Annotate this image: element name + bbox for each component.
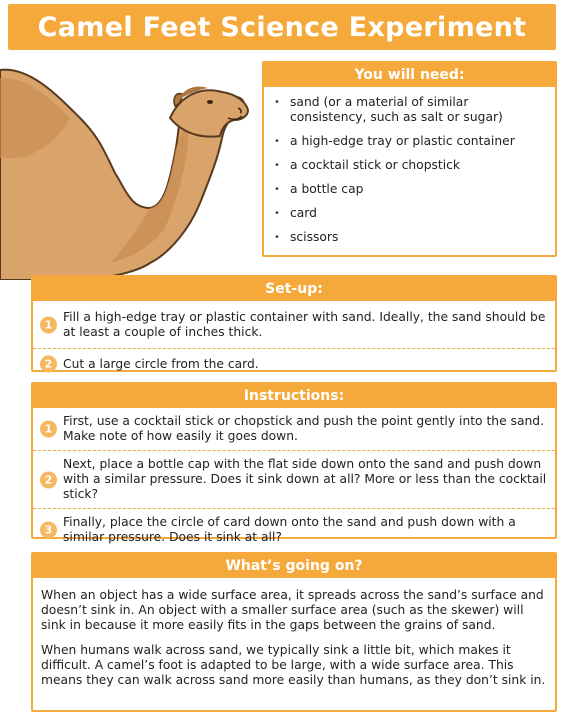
title-banner — [8, 4, 556, 50]
explanation-paragraph: When humans walk across sand, we typically sink a little bit, which makes it difficult. A camel’s foot is adapted to be large, with a wide surface area. This means they can walk across sand more easily than humans, as they don’t sink in. — [41, 643, 546, 687]
whats-going-on-panel — [31, 552, 557, 712]
materials-list — [264, 87, 555, 245]
page-title: Camel Feet Science Experiment — [37, 11, 527, 43]
setup-heading: Set-up: — [33, 277, 555, 301]
step-text: Finally, place the circle of card down onto the sand and push down with a similar pressure. Does it sink at all? — [63, 515, 516, 544]
step-number-badge: 2 — [40, 355, 57, 372]
list-item: • card — [274, 206, 545, 221]
list-item: • a high-edge tray or plastic container — [274, 134, 545, 149]
instruction-step — [33, 509, 555, 551]
step-text: Cut a large circle from the card. — [63, 357, 259, 371]
step-number-badge: 1 — [40, 316, 57, 333]
setup-step — [33, 349, 555, 378]
instruction-steps — [33, 408, 555, 551]
step-number-badge: 1 — [40, 421, 57, 438]
you-will-need-panel — [262, 61, 557, 257]
instruction-step — [33, 451, 555, 509]
instructions-heading: Instructions: — [33, 384, 555, 408]
camel-eye — [207, 100, 213, 104]
explanation-paragraph: When an object has a wide surface area, it spreads across the sand’s surface and doesn’t sink in. An object with a smaller surface area (such as the skewer) will sink in because it more easily fits in the gaps between the grains of sand. — [41, 588, 544, 632]
you-will-need-heading: You will need: — [264, 63, 555, 87]
setup-steps — [33, 301, 555, 378]
list-item: • a cocktail stick or chopstick — [274, 158, 545, 173]
step-text: First, use a cocktail stick or chopstick and push the point gently into the sand. Make note of how easily it goes down. — [63, 414, 545, 443]
step-number-badge: 2 — [40, 471, 57, 488]
step-text: Next, place a bottle cap with the flat side down onto the sand and push down with a similar pressure. Does it sink down at all? More or less than the cocktail stick? — [63, 457, 547, 501]
list-item: • scissors — [274, 230, 545, 245]
step-text: Fill a high-edge tray or plastic container with sand. Ideally, the sand should be at least a couple of inches thick. — [63, 310, 546, 339]
whats-going-on-heading: What’s going on? — [33, 554, 555, 578]
setup-step — [33, 301, 555, 349]
setup-panel — [31, 275, 557, 372]
step-number-badge: 3 — [40, 522, 57, 539]
camel-illustration — [0, 58, 300, 280]
explanation-body — [33, 578, 555, 688]
instructions-panel — [31, 382, 557, 544]
list-item: • a bottle cap — [274, 182, 545, 197]
instruction-step — [33, 408, 555, 451]
list-item: • sand (or a material of similar consistency, such as salt or sugar) — [274, 95, 545, 125]
